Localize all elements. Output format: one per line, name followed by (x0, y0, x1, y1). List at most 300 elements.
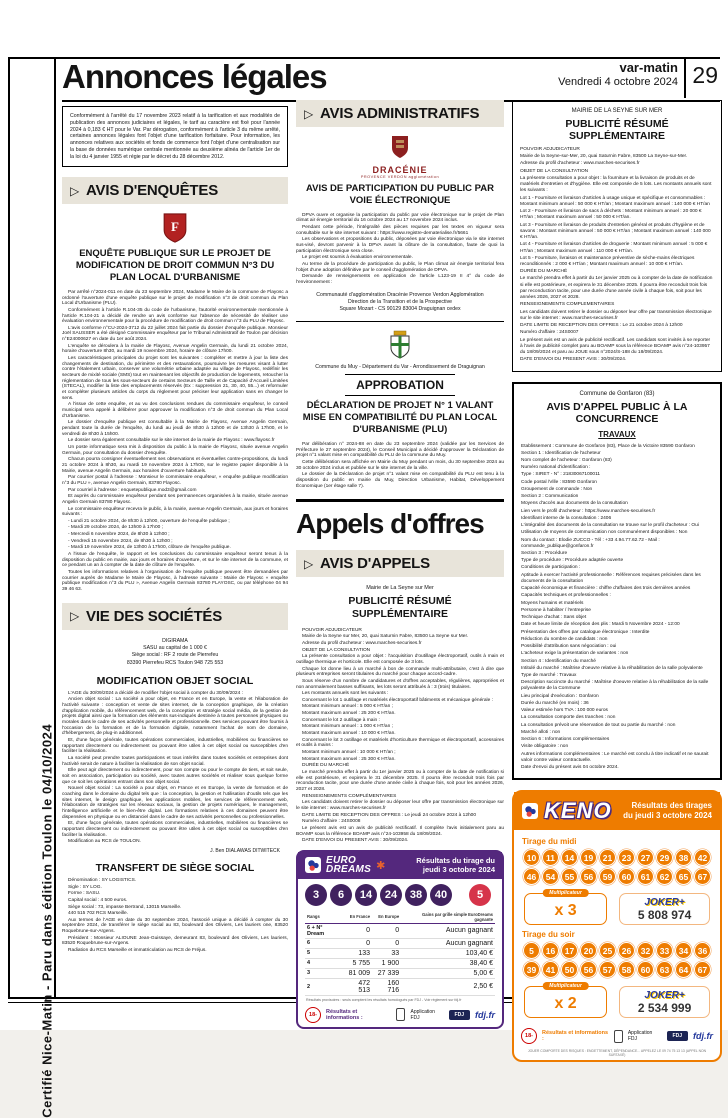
ball: 67 (694, 961, 711, 978)
paragraph: Par délibération n° 2024-88 en date du 23 septembre 2024 (validée par les Services de Préfecture le 27 septembre 2024), le Conseil Municipal a décidé d'approuver la Déclaration de projet n°1 valant mise en compatibilité du PLU de la commune du Muy. (296, 442, 504, 459)
joker-value: 5 808 974 (637, 908, 692, 923)
paragraph: Conformément à l'article R.104-35 du code de l'urbanisme, l'autorité environnementale mentionnée à l'article R.104-21 a décidé de rendre un avis conforme sur l'absence de nécessité de réaliser une évaluation environnementale pour la procédure de modification de droit commun n°3 du PLU de Flayosc. (62, 307, 288, 325)
tariff-notice-text: Conformément à l'arrêté du 17 novembre 2023 relatif à la tarification et aux modalités de publication des annonces judiciaires et légales, le tarif au caractère est fixé pour l'année 2024 à 0,183 € HT pour le Var. Par dérogation, conformément à l'article 3 du même arrêté, certaines annonces légales font l'objet d'une tarification forfaitaire. Pour information, les annonces relatives aux sociétés et fonds de commerce font l'objet d'une centralisation sur la base de données numérique centrale mentionnée au deuxième alinéa de l'article 1er de la loi du 4 janvier 1955 et régie par le décret du 28 décembre 2012. (70, 113, 280, 160)
table-row: 3 81 009 27 339 5,00 € (307, 969, 493, 977)
ball: 54 (542, 868, 559, 885)
ball: 60 (637, 961, 654, 978)
keno-midi-label: Tirage du midi (522, 837, 577, 847)
notice-line: Aptitude à exercer l'activité professionnelle : Références requises précisées dans les documents de la consultation (521, 572, 701, 584)
signature-line: J. Ben DIALAWAS DITWITECK (210, 847, 280, 854)
notice-line: OBJET DE LA CONSULTATION (520, 168, 589, 174)
notice-line: Section 3 : Procédure (521, 551, 568, 557)
section-avis-appels (296, 550, 504, 577)
ball: 65 (675, 868, 692, 885)
ball: 5 (523, 942, 540, 959)
paragraph: Elle peut agir directement ou indirectement, pour son compte ou pour le compte de tiers, et soit seule, soit en association, participation ou société, avec toutes autres sociétés et réaliser sous quelque forme que ce soit les opérations entrant dans son objet social. (62, 768, 288, 785)
dracenie-crest-icon (296, 135, 504, 161)
fdj-site: fdj.fr (475, 1009, 495, 1020)
notice-line: La consultation comporte des tranches : non (521, 715, 616, 721)
page-header (62, 58, 720, 98)
col-header: Rangs (305, 911, 343, 924)
company-line: DIGIRAMA (162, 637, 188, 644)
section-avis-administratifs (296, 100, 504, 127)
gonfaron-org: Commune de Gonfaron (83) (579, 390, 655, 397)
paragraph: Siège social : 73, impasse Bertrand, 13015 Marseille. (68, 904, 182, 910)
eurodreams-note: Résultats provisoires : seuls comptent les résultats homologués par FDJ - Voir règlement sur fdj.fr (306, 997, 462, 1002)
section-avis-enquetes (62, 177, 288, 204)
page-number: 29 (692, 62, 718, 88)
flayosc-crest-icon (62, 212, 288, 244)
section-label: AVIS D'ENQUÊTES (86, 182, 219, 200)
info-label: Résultats et informations : (542, 1030, 609, 1043)
enquete-body (62, 290, 288, 593)
notice-line: Lot 5 - Fourniture, livraison et maintenance préventive de sèche-mains électriques reconditionnés : 2 000 € HT/an ; Montant maximum annuel : 10 000 € HT/an. (520, 255, 695, 267)
ball: 36 (694, 942, 711, 959)
muy-body (296, 442, 504, 489)
notice-line: Lieu principal d'exécution : Gonfaron (521, 693, 599, 699)
notice-line: Etablissement : Commune de Gonfaron (83), Place de la Victoire 83590 Gonfaron (521, 443, 695, 449)
paragraph: DPVA ouvre et organise la participation du public par voie électronique sur le projet de Plan climat air énergie territorial du 16 octobre 2024 au 17 novembre 2024 inclus. (296, 212, 504, 224)
ball: 14 (355, 884, 377, 906)
notice-line: DURÉE DU MARCHÉ (520, 269, 568, 275)
keno-soir-numbers (522, 941, 714, 979)
edition-note: Certifié Nice-Matin - Paru dans édition Toulon le 04/10/2024 (39, 723, 55, 1118)
ball: 55 (561, 868, 578, 885)
keno-header (514, 792, 720, 830)
notice-line: Description succincte du marché : Maîtrise d'oeuvre relative à la réhabilitation de la salle polyvalente de la Commune (521, 680, 709, 692)
dracenie-wordmark: DRACÉNIE (372, 165, 428, 175)
notice-line: Concernant le lot 2 outillage à main : (302, 717, 380, 723)
keno-midi-numbers (522, 848, 714, 886)
notice-line: Lot 1 - Fourniture et livraison d'articles à usage unique et spécifique et consommables : Montant minimum annuel : 50 000 € HT/an ; Montant maximum annuel : 140 000 € HT/an (520, 195, 710, 207)
paragraph: Demande de renseignements en application de l'article L123-19 II 4° du code de l'environnement : (296, 274, 504, 285)
notice-line: DATE LIMITE DE RECEPTION DES OFFRES : Le jeudi 24 octobre 2024 à 12h00 (302, 812, 477, 818)
notice-line: DATE D'ENVOI DU PRESENT AVIS : 30/09/2024. (302, 838, 409, 844)
table-row: 5 133 33 103,40 € (307, 949, 493, 957)
notice-line: Code postal /Ville : 83590 Gonfaron (521, 479, 597, 485)
ball: 56 (580, 868, 597, 885)
notice-line: DATE D'ENVOI DU PRESENT AVIS : 30/09/2024. (520, 357, 627, 363)
modification-title: MODIFICATION OBJET SOCIAL (96, 674, 254, 687)
notice-line: L'acheteur exige la présentation de variantes : non (521, 651, 629, 657)
notice-line: Section 1 : Identification de l'acheteur (521, 450, 601, 456)
notice-line: La présente consultation a pour objet : l'acquisition d'outillage électroportatif, outils à main et outillage thermique et horticole. Elle est composée de 3 lots. (296, 654, 504, 665)
ball: 61 (637, 868, 654, 885)
paragraph: Le dossier sera également consultable sur le site internet de la mairie de Flayosc : www.flayosc.fr (68, 438, 275, 444)
ball: 27 (637, 849, 654, 866)
svg-text:F: F (171, 219, 179, 235)
seyne-body (296, 628, 504, 844)
column-left (62, 106, 288, 994)
paragraph: Un poste informatique sera mis à disposition du public à la mairie de Flayosc, située avenue Angelin Germain, pour consultation du dossier d'enquête. (62, 444, 288, 456)
keno-soir-multiplier (524, 983, 607, 1018)
multiplier-value: x 2 (554, 995, 577, 1013)
phone-icon (614, 1030, 623, 1043)
notice-line: Section 2 : Communication (521, 494, 579, 500)
muy-title: APPROBATION (345, 374, 455, 396)
age-18-icon: 18- (305, 1007, 321, 1023)
triangle-icon: ▷ (304, 106, 314, 121)
paragraph: L'AGE du 30/09/2024 a décidé de modifier l'objet social à compter du 30/09/2024 : (68, 690, 243, 696)
notice-line: Personne à habiliter / l'entreprise (521, 607, 591, 613)
notice-line: Autres informations complémentaires : Le marché est conclu à titre indicatif et ne saurait valoir contre valeur contractuelle. (521, 751, 709, 763)
gonfaron-subtitle: TRAVAUX (598, 429, 636, 439)
paragraph: Le dossier de la Déclaration de projet n°1 valant mise en compatibilité du PLU est tenu à la disposition du public en mairie du Muy, Direction Urbanisme, Habitat, Développement Économique (1er étage salle 7). (296, 472, 504, 489)
notice-line: Lot 3 - Fourniture et livraison de produits d'entretien général et produits d'hygiène et de savons : Montant minimum annuel : 50 000 € HT/an ; Montant maximum annuel : 140 000 € HT/an. (520, 222, 711, 241)
notice-line: Adresse du profil d'acheteur : www.marches-securises.fr (302, 640, 422, 646)
joker-value: 2 534 999 (637, 1001, 692, 1016)
dracenie-contact (296, 292, 504, 314)
section-vie-des-societes (62, 603, 288, 630)
paragraph: Au terme de la procédure de participation du public, le Plan climat air énergie territorial fera l'objet d'une adoption définitive par le conseil d'agglomération de DPVA. (296, 262, 504, 273)
notice-line: Date d'envoi du présent avis 04 octobre 2024. (521, 765, 619, 771)
notice-line: Mairie de la Seyne sur Mer, 20, quai Saturnin Fabre, 83500 La Seyne sur Mer. (302, 634, 469, 640)
notice-line: Identifiant interne de la consultation : 2406 (521, 515, 612, 521)
notice-line: Visite obligatoire : non (521, 744, 569, 750)
notice-line: Moyens humains et matériels (521, 600, 584, 606)
notice-line: Type de marché : Travaux (521, 673, 577, 678)
keno-midi-multiplier (524, 890, 607, 925)
notice-line: Section 6 : Informations complémentaires (521, 737, 610, 743)
company-line: 83390 Pierrefeu RCS Toulon 948 725 553 (126, 659, 224, 666)
notice-line: Lien vers le profil d'acheteur : https://www.marches-securises.fr (521, 508, 656, 514)
muy-commune-line: Commune du Muy - Département du Var - Arrondissement de Draguignan (315, 364, 485, 371)
notice-line: Section 4 : Identification du marché (521, 658, 596, 664)
paragraph: Par courriel à l'adresse : enquetepublique.mod3@gmail.com (68, 487, 197, 493)
ball: 38 (405, 884, 427, 906)
ball: 6 (330, 884, 352, 906)
section-label: AVIS ADMINISTRATIFS (320, 105, 480, 122)
fdj-site: fdj.fr (693, 1031, 713, 1042)
ball: 32 (637, 942, 654, 959)
paragraph: Chacun pourra consigner éventuellement ses observations et éventuelles contre-propositions, du lundi 21 octobre 2024 à 8h30, au mardi 19 novembre 2024 à 17h00, sur le registre papier disponible à la Mairie, avenue Angelin Germain, aux horaires d'ouverture habituels. (62, 457, 288, 474)
keno-midi-joker (619, 893, 710, 925)
paragraph: - Mercredi 6 novembre 2024, de 8h30 à 12h00 ; (68, 532, 170, 538)
col-header: Gains par grille simple EuroDreams gagnante (401, 911, 495, 924)
transfert-body (62, 878, 288, 954)
age-18-icon: 18- (521, 1028, 537, 1044)
notice-line: Le présent avis est un avis de publicité rectificatif. Il complète l'avis initialement paru au BOAMP sous la référence BOAMP avis n°24-103958 du 18/09/2024. (296, 825, 504, 837)
notice-line: Nom complet de l'acheteur : Gonfaron (83) (521, 457, 612, 463)
ball: 25 (599, 942, 616, 959)
header-divider (684, 58, 686, 98)
table-row: 2 472 513 160 716 2,50 € (307, 979, 493, 994)
notice-line: Adresse du profil d'acheteur : www.marches-securises.fr (520, 161, 640, 167)
notice-line: Moyens d'accès aux documents de la consultation (521, 501, 628, 507)
ball: 11 (542, 849, 559, 866)
notice-line: Utilisation de moyens de communication non communément disponibles : Non (521, 530, 688, 536)
notice-line: Le marché prendra effet à partir du 1er janvier 2025 ou à compter de la date de notification si elle est postérieure, et expirera le 31 décembre 2025. Il pourra être reconduit trois fois par reconduction tacite, pour une durée d'une année civile à chaque fois, soit pour les années 2026, 2027 et 2028. (296, 770, 504, 792)
notice-line: La présente consultation a pour objet : la fourniture et la livraison de produits et de matériels d'entretien et d'hygiène. Elle est composée de 5 lots. Les montants annuels sont les suivants : (520, 175, 712, 194)
notice-line: Concernant le lot 1 outillage et matériels électroportatif bâtiments et mécanique générale : (302, 697, 493, 703)
seyne-org-line: Mairie de La Seyne sur Mer (366, 585, 434, 592)
dracenie-title: AVIS DE PARTICIPATION DU PUBLIC PAR VOIE ÉLECTRONIQUE (305, 183, 495, 206)
column-right (512, 100, 722, 1058)
paragraph: Cette délibération sera affichée en Mairie du Muy pendant un mois, du 30 septembre 2024 au 30 octobre 2024 inclus et publiée sur le site internet de la ville. (296, 460, 504, 471)
notice-line: Montant minimum annuel : 10 000 € HT/an ; (302, 750, 396, 756)
notice-line: Montant maximum annuel : 10 000 € HT/an. (302, 731, 396, 737)
paragraph: - Mardi 19 novembre 2024, de 13h00 à 17h00, clôture de l'enquête publique. (68, 545, 231, 551)
triangle-icon: ▷ (70, 609, 80, 624)
notice-line: Valeur estimée hors TVA : 100 000 euros (521, 708, 608, 714)
ball: 59 (599, 868, 616, 885)
notice-line: Type de procédure : Procédure adaptée ouverte (521, 558, 624, 564)
eurodreams-logo: EURO DREAMS (326, 854, 372, 876)
paragraph: Et auprès du commissaire enquêteur pendant ses permanences organisées à la mairie, située avenue Angelin Germain 83780 Flayosc. (62, 494, 288, 505)
notice-line: L'intégralité des documents de la consultation se trouve sur le profil d'acheteur : Oui (521, 523, 699, 529)
column-middle (296, 100, 504, 1021)
gonfaron-tender-box (512, 382, 722, 781)
seyne-box-body (520, 147, 714, 364)
edition-sidebar (8, 57, 56, 1118)
paragraph: Capital social : 4 500 euros. (68, 897, 128, 903)
keno-body (514, 830, 720, 1025)
ball: 60 (618, 868, 635, 885)
ball: 34 (675, 942, 692, 959)
paragraph: Ancien objet social : La société a pour objet, en France et en Europe, la vente et l'élaboration de l'activité suivante : conception et vente de sites internet, de la conception graphique, de la création d'application mobile, du référencement web, de la conception et stratégie social média, de la gestion de projets digital ainsi que la formation des éléments sus-indiqués destinée à toutes personnes physiques ou morales dans le cadre de ses activités personnelle et professionnelle. Des services pouvant être fournis à l'occasion de la formation et de la formation digitale, notamment l'achat de nom de domaine, d'hébergement, de plug-in additionnel. (62, 697, 288, 737)
notice-line: POUVOIR ADJUDICATEUR (520, 147, 580, 152)
newspaper-brand: var-matin (619, 60, 678, 75)
paragraph: Le dossier d'enquête publique est consultable à la Mairie de Flayosc, Avenue Angelin Germain, pendant toute la durée de l'enquête, du lundi au jeudi de 8h30 à 12h00 et de 13h30 à 17h00, et le vendredi de 8h30 à 15h00. (62, 420, 288, 437)
ball: 40 (430, 884, 452, 906)
notice-line: Montant maximum annuel : 25 200 € HT/an. (302, 711, 396, 717)
joker-logo: JOKER+ (644, 897, 685, 909)
notice-line: Les montants annuels sont les suivants : (302, 691, 389, 697)
notice-line: Numéro d'affaire : 24S0008 (302, 819, 361, 825)
notice-line: Les candidats doivent retirer le dossier ou déposer leur offre par transmission électronique sur le site internet : www.marches-securises.fr (520, 309, 712, 321)
paragraph: A l'issue de cette enquête, et au vu des conclusions rendues du commissaire enquêteur, le conseil municipal sera appelé à délibérer pour approuver la modification n°3 de droit commun du Plan Local d'Urbanisme. (62, 402, 288, 419)
company-line: SASU au capital de 1 000 € (143, 644, 207, 651)
keno-results-box (512, 790, 722, 1062)
notice-line: Possibilité d'attribution sans négociation : oui (521, 644, 617, 650)
notice-line: Intitulé du marché : Maîtrise d'oeuvre relative à la réhabilitation de la salle polyvalente (521, 665, 703, 671)
notice-line: Durée du marché (en mois) : 36 (521, 700, 589, 706)
ball: 42 (694, 849, 711, 866)
paragraph: Et, d'une façon générale, toutes opérations commerciales, industrielles, mobilières ou financières se rapportant directement ou indirectement ou pouvant être utiles à cet objet social ou susceptibles d'en faciliter la réalisation. (62, 821, 288, 838)
paragraph: Aux termes de l'AGE en date du 30 septembre 2024, l'associé unique a décidé à compter du 30 septembre 2024, de transférer le siège social au 83, boulevard des Oliviers, Les lauriers one, 83520 Roquebrune-sur-Argens. (62, 917, 288, 935)
thick-divider (296, 499, 504, 502)
ball: 39 (523, 961, 540, 978)
le-muy-crest-icon (296, 330, 504, 360)
notice-line: Type : SIRET - N° : 21830067100011 (521, 472, 601, 478)
paragraph: Radiation du RCS Marseille et immatriculation au RCS de Fréjus. (68, 948, 207, 954)
notice-line: Numéro national d'identification : (521, 465, 591, 471)
col-header: En Europe (372, 911, 401, 924)
table-row: 6 0 0 Aucun gagnant (307, 939, 493, 947)
gonfaron-body (521, 444, 713, 772)
ball: 26 (618, 942, 635, 959)
notice-line: Lot 2 - Fourniture et livraison de sacs à déchets : Montant minimum annuel : 20 000 € HT/an ; Montant maximum annuel : 50 000 € HT/an. (520, 209, 702, 221)
section-label: VIE DES SOCIÉTÉS (86, 607, 223, 625)
notice-line: Capacités techniques et professionnelles : (521, 593, 611, 599)
ball: 3 (305, 884, 327, 906)
notice-line: OBJET DE LA CONSULTATION (302, 647, 371, 653)
muy-subtitle: DÉCLARATION DE PROJET N° 1 VALANT MISE EN COMPATIBILITÉ DU PLAN LOCAL D'URBANISME (PLU) (302, 400, 498, 436)
paragraph: Sigle : SY LOG. (68, 884, 102, 890)
paragraph: A l'issue de l'enquête, le rapport et les conclusions du commissaire enquêteur seront tenus à la disposition du public en mairie, aux jours et horaires d'ouverture, et sur le site internet de la commune, et ce pendant un an à compter de la date de clôture de l'enquête. (62, 552, 288, 569)
notice-line: Chaque lot donne lieu à un marché à bon de commande multi-attributaire, c'est à dire que plusieurs entreprises seront titulaires du marché pour chaque accord-cadre. (296, 666, 504, 678)
fdj-logo-icon (522, 803, 538, 819)
ball: 14 (561, 849, 578, 866)
paragraph: Les caractéristiques principales du projet sont les suivantes : compléter et mettre à jour la liste des changements de destination, du périmètre et des restaurations, poursuivre les mesures visant à lutter contre l'étalement urbain, conserver une volumétrie urbaine adaptée au village de Flayosc, redéfinir les secteurs de mixité sociale (SMS) tout en maintenant les objectifs de production de logements, retoucher la réglementation de tous les sous-secteurs de certains Secteurs de Taille et de Capacité d'Accueil Limitées (STECAL), modifier la liste des emplacements réservés (Ex : suppression 21, 30, 40, 55...) et reformuler et compléter plusieurs articles du corps du règlement pour préciser leur application sans en changer le sens. (62, 356, 288, 401)
ball: 20 (580, 942, 597, 959)
keno-disclaimer: JOUER COMPORTE DES RISQUES : ENDETTEMENT, DÉPENDANCE... APPELEZ LE 09 74 75 13 13 (APPEL NON SURTAXÉ) (527, 1049, 707, 1058)
paragraph: Par arrêté n°2024-011 en date du 23 septembre 2024, Madame le Maire de la commune de Flayosc a ordonné l'ouverture d'une enquête publique sur le projet de modification n°3 de droit commun du Plan Local d'Urbanisme (PLU). (62, 289, 288, 307)
dream-number-ball: 5 (469, 884, 491, 906)
table-row: 4 5 755 1 900 38,40 € (307, 959, 493, 967)
store-badge: FDJ (449, 1010, 470, 1020)
notice-line: Nom du contact : Elodie ZUCCO - Tél : +33 4.94.77.62.72 - Mail : commande_publique@gonfaron.fr (521, 537, 660, 549)
ball: 57 (599, 961, 616, 978)
notice-line: Capacité économique et financière : chiffre d'affaires des trois dernières années (521, 586, 691, 592)
ball: 19 (580, 849, 597, 866)
keno-midi-extras (524, 890, 710, 925)
notice-line: Montant minimum annuel : 1 000 € HT/an ; (302, 724, 393, 730)
triangle-icon: ▷ (304, 556, 314, 571)
col-header: En France (343, 911, 372, 924)
paragraph: Pendant cette période, l'intégralité des pièces requises par les textes en vigueur sera consultable sur le site internet suivant : https://www.registre-dematerialise.fr/5661 (296, 225, 504, 236)
notice-line: Mairie de la Seyne-sur-Mer, 20, quai Saturnin Fabre, 83500 La Seyne-sur-Mer. (520, 154, 688, 160)
notice-line: RENSEIGNEMENTS COMPLEMENTAIRES (520, 302, 615, 308)
notice-line: Marché alloti : non (521, 729, 561, 735)
ball: 63 (656, 961, 673, 978)
page-title: Annonces légales (62, 58, 327, 95)
paragraph: L'enquête se déroulera à la mairie de Flayosc, Avenue Angelin Germain, du lundi 21 octobre 2024, horaire d'ouverture 8h30, au mardi 19 novembre 2024, horaire de clôture 17h00. (62, 343, 288, 355)
eurodreams-results-box (296, 850, 504, 1029)
paragraph: Forme : SASU. (68, 891, 101, 897)
paragraph: 440 515 702 RCS Marseille. (68, 911, 128, 917)
contact-line: Communauté d'agglomération Dracénie Provence Verdon Agglomération (316, 291, 484, 298)
ball: 56 (580, 961, 597, 978)
keno-soir-label: Tirage du soir (522, 930, 575, 940)
notice-line: Groupement de commande : Non (521, 486, 593, 492)
notice-line: Numéro d'affaire : 24S0007 (520, 330, 579, 336)
keno-logo: KENO (544, 798, 612, 824)
seyne-title: PUBLICITÉ RÉSUMÉ SUPPLÉMENTAIRE (348, 595, 452, 621)
app-label: Application FDJ (410, 1008, 435, 1021)
notice-line: Le marché prendra effet à partir du 1er janvier 2025 ou à compter de la date de notification si elle est postérieure, et expirera le 31 décembre 2025. Il pourra être reconduit trois fois par reconduction tacite, pour une durée d'une année civile à chaque fois, soit pour les années 2026, 2027 et 2028. (520, 276, 713, 301)
keno-soir-joker (619, 986, 710, 1018)
paragraph: Toutes les informations relatives à l'organisation de l'enquête publique peuvent être demandées par courrier auprès de Madame le Maire de Flayosc, à l'adresse suivante : Mairie de Flayosc « enquête publique modification n°3 du PLU », Avenue Angelin Germain 83780 FLAYOSC, ou par téléphone 04 94 39 46 63. (62, 570, 288, 593)
section-label: AVIS D'APPELS (320, 555, 430, 573)
eurodreams-numbers (298, 879, 502, 909)
ball: 64 (675, 961, 692, 978)
paragraph: Nouvel objet social : La société a pour objet, en France et en Europe, la vente de formation et de coaching dans le domaine du digital tels que : la conception, la gestion et l'utilisation d'outils tels que les sites internet, le design graphique, les applications mobiles, les services de référencement web, l'élaboration de stratégies sur les réseaux sociaux, la gestion de projets numériques, le management, l'intelligence artificielle et le bien-être digital. Les formations relatives à ces domaines peuvent être dispensées en physique ou en distanciel dans le cadre de ses activités personnelles ou professionnelles. (62, 786, 288, 820)
notice-line: Le présent avis est un avis de publicité rectificatif. Les candidats sont invités à se reporter à l'avis de publicité complet paru au BOAMP sous la référence BOAMP avis n°24-103957 du 18/09/2024 et paru au JOUE sous n°2024/S-188 du 18/09/2024. (520, 337, 711, 356)
ball: 46 (523, 868, 540, 885)
paragraph: Et, d'une façon générale, toutes opérations commerciales, industrielles, mobilières ou financières se rapportant directement ou indirectement ou pouvant être utiles à cet objet social ou susceptibles d'en faciliter la réalisation. (62, 738, 288, 755)
ball: 21 (599, 849, 616, 866)
multiplier-value: x 3 (554, 902, 577, 920)
notice-line: POUVOIR ADJUDICATEUR (302, 627, 362, 633)
paragraph: Président : Monsieur ALIOUNE Jean-Guissaye, demeurant 83, boulevard des Oliviers, Les lauriers, 83520 Roquebrune-sur-Argens. (62, 935, 288, 947)
dracenie-body (296, 213, 504, 286)
notice-line: RENSEIGNEMENTS COMPLÉMENTAIRES (302, 793, 397, 799)
paragraph: - Mardi 29 octobre 2024, de 13h00 à 17h00 ; (68, 525, 163, 531)
paragraph: - Lundi 21 octobre 2024, de 8h30 à 12h00, ouverture de l'enquête publique ; (68, 518, 230, 524)
ball: 16 (542, 942, 559, 959)
notice-line: DATE LIMITE DE RECEPTION DES OFFRES : Le 21 octobre 2024 à 12h00 (520, 323, 683, 329)
ball: 24 (380, 884, 402, 906)
gonfaron-title: AVIS D'APPEL PUBLIC À LA CONCURRENCE (546, 400, 688, 425)
joker-logo: JOKER+ (644, 990, 685, 1002)
notice-line: Réduction du nombre de candidats : non (521, 636, 608, 642)
eurodreams-table (305, 911, 495, 996)
eurodreams-draw-label: Résultats du tirage du jeudi 3 octobre 2024 (416, 856, 495, 875)
ball: 62 (656, 868, 673, 885)
table-row: 6 + N° Dream 0 0 Aucun gagnant (307, 924, 493, 937)
ball: 29 (656, 849, 673, 866)
enquete-title: ENQUÊTE PUBLIQUE SUR LE PROJET DE MODIFICATION DE DROIT COMMUN N°3 DU PLAN LOCAL D'URBANISME (75, 248, 275, 283)
multiplier-label: Multiplicateur (542, 889, 589, 897)
notice-line: Sous réserve d'un nombre de candidatures et d'offres acceptables, régulières, appropriées et non anormalement basses suffisants, les lots seront attribués à : 3 (trois) titulaires. (296, 678, 504, 690)
company-line: Siège social : RF 2 route de Pierrefeu (131, 652, 219, 659)
notice-line: La consultation prévoit une réservation de tout ou partie du marché : non (521, 722, 676, 728)
paragraph: Modification au RCS de TOULON. (68, 839, 141, 845)
notice-line: Date et heure limite de réception des plis : Mardi 5 Novembre 2024 - 12:00 (521, 622, 680, 628)
store-badge: FDJ (667, 1031, 688, 1041)
info-label: Résultats et informations : (326, 1008, 363, 1021)
notice-line: DURÉE DU MARCHÉ (302, 763, 350, 769)
keno-soir-extras (524, 983, 710, 1018)
triangle-icon: ▷ (70, 183, 80, 198)
paragraph: Le projet est soumis à évaluation environnementale. (302, 255, 413, 261)
ball: 38 (675, 849, 692, 866)
paragraph: Les observations et propositions du public, déposées par voie électronique via le site internet sus-visé, devront parvenir à la DPVA avant la clôture de la consultation, faute de quoi la participation électronique sera close. (296, 237, 504, 254)
transfert-title: TRANSFERT DE SIÈGE SOCIAL (95, 861, 255, 874)
eurodreams-header (298, 852, 502, 879)
phone-icon (396, 1008, 405, 1021)
appels-offres-title: Appels d'offres (296, 508, 484, 540)
notice-line: Les candidats doivent retirer le dossier ou déposer leur offre par transmission électronique sur le site internet : www.marches-securises.fr (296, 800, 504, 811)
ball: 58 (618, 961, 635, 978)
keno-footer (514, 1025, 720, 1048)
notice-line: Technique d'achat : Sans objet (521, 615, 587, 621)
notice-line: Montant minimum annuel : 5 000 € HT/an ; (302, 704, 393, 710)
edition-date: Vendredi 4 octobre 2024 (558, 76, 678, 89)
notice-line: Présentation des offres par catalogue électronique : Interdite (521, 629, 650, 635)
dracenie-wordmark-sub: PROVENCE VERDON agglomération (360, 175, 440, 179)
paragraph: Dénomination : SY LOGISTICS. (68, 877, 137, 883)
keno-draw-label: Résultats des tirages du jeudi 3 octobre 2024 (623, 801, 712, 821)
masthead-meta (558, 60, 678, 90)
notice-line: Montant maximum annuel : 25 300 € HT/an. (302, 756, 396, 762)
notice-line: Lot 4 - Fourniture et livraison d'articles de droguerie : Montant minimum annuel : 5 000 € HT/an ; Montant maximum annuel : 110 000 € HT/an. (520, 242, 708, 254)
paragraph: L'avis conforme n°CU-2024-3712 du 22 juillet 2024 fait partie du dossier d'enquête publique. Monsieur Joël SAUSSER a été désigné Commissaire enquêteur par le Tribunal Administratif de Toulon par décision n°E24000627 en date du 1er août 2024. (62, 325, 288, 343)
notice-line: Concernant le lot 3 outillage et matériels d'horticulture thermique et électroportatif, accessoires et outils à mains : (296, 737, 504, 749)
fdj-logo-icon (305, 857, 321, 873)
tariff-notice-box (62, 106, 288, 167)
multiplier-label: Multiplicateur (542, 982, 589, 990)
paragraph: La société peut prendre toutes participations et tous intérêts dans toutes sociétés et entreprises dont l'activité serait de nature à faciliter la réalisation de son objet social. (62, 756, 288, 767)
eurodreams-footer (298, 1004, 502, 1027)
contact-line: Direction de la Transition et de la Prospective (347, 298, 453, 305)
ball: 10 (523, 849, 540, 866)
paragraph: Le commissaire enquêteur recevra le public, à la mairie, avenue Angelin Germain, aux jours et horaires suivants : (62, 506, 288, 518)
ball: 23 (618, 849, 635, 866)
app-label: Application FDJ (627, 1030, 653, 1043)
eurodreams-star-icon: ✱ (376, 859, 386, 872)
paragraph: Par courrier postal à l'adresse : Monsieur le commissaire enquêteur, « enquête publique modification n°3 du PLU », avenue Angelin Germain, 83780 Flayosc. (62, 475, 288, 486)
contact-line: Square Mozart - CS 90129 83004 Draguignan cedex (339, 306, 461, 313)
seyne-box-title: PUBLICITÉ RÉSUMÉ SUPPLÉMENTAIRE (565, 118, 669, 142)
notice-line: Conditions de participation : (521, 565, 581, 571)
company-header (62, 638, 288, 667)
ball: 41 (542, 961, 559, 978)
ball: 67 (694, 868, 711, 885)
modification-body (62, 691, 288, 845)
ball: 17 (561, 942, 578, 959)
